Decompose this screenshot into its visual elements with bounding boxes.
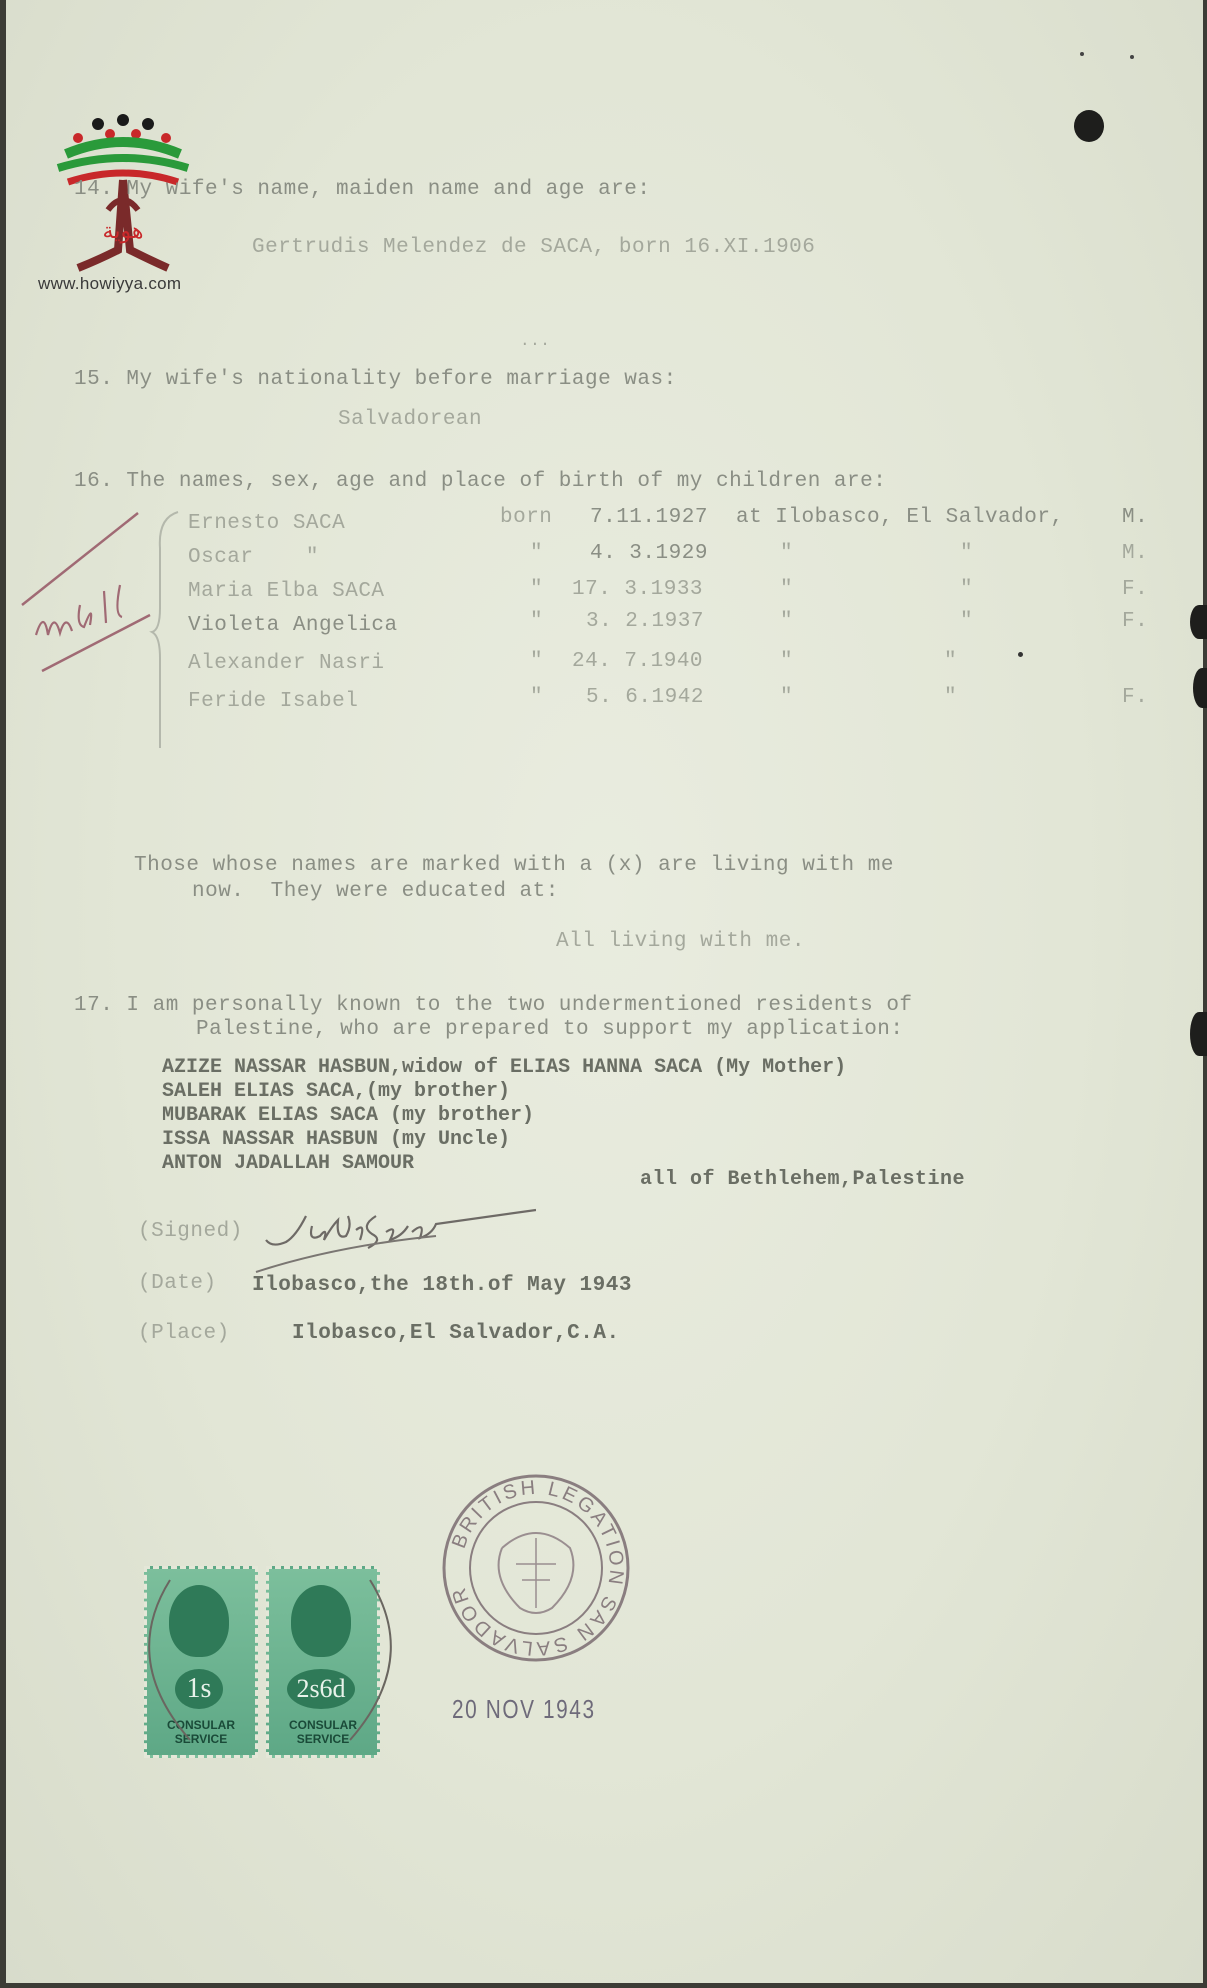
child-place: " xyxy=(780,578,794,601)
child-name: Alexander Nasri xyxy=(188,652,385,675)
logo-site-url: www.howiyya.com xyxy=(38,274,182,293)
child-name: Maria Elba SACA xyxy=(188,580,385,603)
stamp-value-circle: 1s xyxy=(175,1669,223,1709)
stamp-label: CONSULAR xyxy=(289,1718,357,1732)
cancellation-arc xyxy=(130,1560,400,1760)
child-sex: F. xyxy=(1122,686,1149,709)
child-place-repeat: " xyxy=(944,650,958,673)
place-value: Ilobasco,El Salvador,C.A. xyxy=(292,1322,620,1345)
child-place-repeat: " xyxy=(960,542,974,565)
child-place: at Ilobasco, El Salvador, xyxy=(736,506,1064,529)
child-sex: F. xyxy=(1122,578,1149,601)
child-sex: M. xyxy=(1122,542,1149,565)
legation-seal xyxy=(432,1468,642,1668)
edge-notch xyxy=(1190,605,1207,639)
child-sex: M. xyxy=(1122,506,1149,529)
child-place: " xyxy=(780,610,794,633)
edge-notch xyxy=(1190,1012,1207,1056)
handwritten-signature xyxy=(236,1196,536,1276)
date-stamp: 20 NOV 1943 xyxy=(452,1694,596,1724)
separator: ... xyxy=(520,332,551,350)
scan-edge-right xyxy=(1203,0,1207,1988)
punch-hole xyxy=(1074,110,1104,142)
resident-line: ANTON JADALLAH SAMOUR xyxy=(162,1152,415,1175)
child-date: 4. 3.1929 xyxy=(590,542,708,565)
child-name: Violeta Angelica xyxy=(188,614,398,637)
child-date: 3. 2.1937 xyxy=(586,610,704,633)
scan-edge-bottom xyxy=(0,1983,1207,1988)
child-born: " xyxy=(530,610,544,633)
child-name: Oscar " xyxy=(188,546,320,569)
signed-label: (Signed) xyxy=(138,1220,243,1243)
child-born: born xyxy=(500,506,553,529)
child-place: " xyxy=(780,650,794,673)
stamp-label: SERVICE xyxy=(296,1732,350,1746)
child-name: Ernesto SACA xyxy=(188,512,346,535)
item17-line-1: 17. I am personally known to the two undermentioned residents of xyxy=(74,994,913,1017)
place-label: (Place) xyxy=(138,1322,230,1345)
living-line-2: now. They were educated at: xyxy=(192,880,559,903)
item14-heading: 14. My wife's name, maiden name and age are: xyxy=(74,178,651,201)
resident-line: MUBARAK ELIAS SACA (my brother) xyxy=(162,1104,535,1127)
child-sex: F. xyxy=(1122,610,1149,633)
child-date: 7.11.1927 xyxy=(590,506,708,529)
item15-heading: 15. My wife's nationality before marriage was: xyxy=(74,368,677,391)
date-label: (Date) xyxy=(138,1272,217,1295)
stamp-label: CONSULAR xyxy=(167,1718,235,1732)
edge-notch xyxy=(1193,668,1207,708)
item17-line-2: Palestine, who are prepared to support my application: xyxy=(196,1018,904,1041)
child-born: " xyxy=(530,686,544,709)
date-value: Ilobasco,the 18th.of May 1943 xyxy=(252,1274,632,1297)
child-place-repeat: " xyxy=(960,610,974,633)
living-answer: All living with me. xyxy=(556,930,805,953)
item14-answer: Gertrudis Melendez de SACA, born 16.XI.1906 xyxy=(252,236,816,259)
child-place-repeat: " xyxy=(944,686,958,709)
logo-word: هوية xyxy=(102,219,144,244)
resident-line: ISSA NASSAR HASBUN (my Uncle) xyxy=(162,1128,511,1151)
item15-answer: Salvadorean xyxy=(338,408,483,431)
ink-mark xyxy=(1018,652,1023,657)
child-place-repeat: " xyxy=(960,578,974,601)
residence-text: all of Bethlehem,Palestine xyxy=(640,1168,966,1191)
child-born: " xyxy=(530,578,544,601)
living-line-1: Those whose names are marked with a (x) are living with me xyxy=(134,854,894,877)
scan-edge-left xyxy=(0,0,6,1988)
stamp-label: SERVICE xyxy=(174,1732,228,1746)
item16-heading: 16. The names, sex, age and place of birth of my children are: xyxy=(74,470,887,493)
child-born: " xyxy=(530,542,544,565)
resident-line: AZIZE NASSAR HASBUN,widow of ELIAS HANNA SACA (My Mother) xyxy=(162,1056,847,1079)
omit-annotation xyxy=(18,505,158,675)
resident-line: SALEH ELIAS SACA,(my brother) xyxy=(162,1080,511,1103)
child-place: " xyxy=(780,686,794,709)
child-name: Feride Isabel xyxy=(188,690,359,713)
stamp-value-circle: 2s6d xyxy=(287,1669,355,1709)
child-date: 17. 3.1933 xyxy=(572,578,704,601)
ink-dot xyxy=(1130,55,1134,59)
ink-dot xyxy=(1080,52,1084,56)
child-date: 24. 7.1940 xyxy=(572,650,704,673)
child-date: 5. 6.1942 xyxy=(586,686,704,709)
child-place: " xyxy=(780,542,794,565)
child-born: " xyxy=(530,650,544,673)
seal-text: BRITISH LEGATION SAN SALVADOR xyxy=(447,1476,628,1660)
